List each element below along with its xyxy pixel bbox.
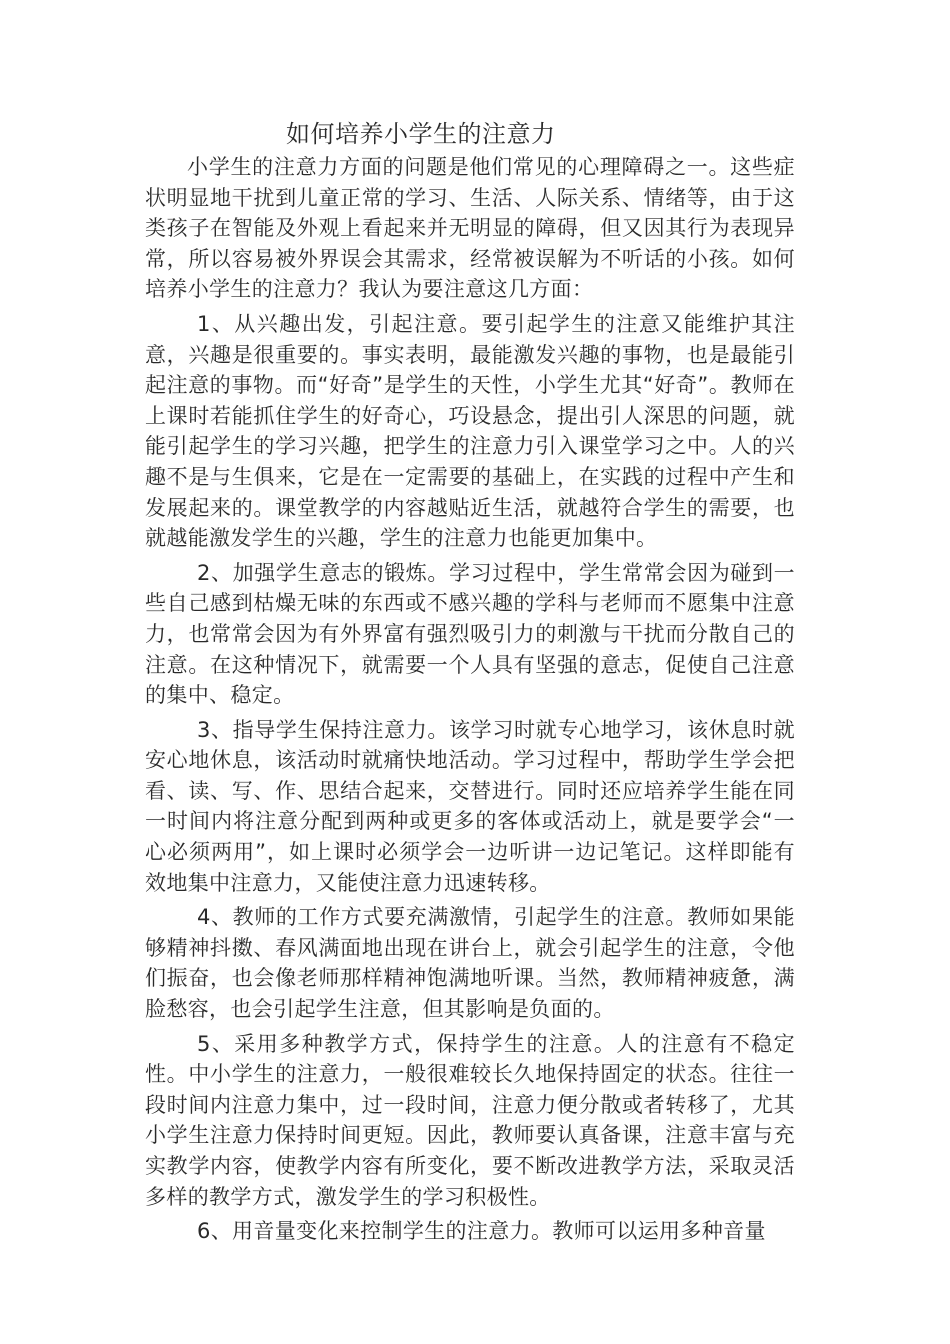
paragraph-point-4: 4、教师的工作方式要充满激情，引起学生的注意。教师如果能够精神抖擞、春风满面地出现在讲台上，就会引起学生的注意，令他们振奋，也会像老师那样精神饱满地听课。当然，教师精神疲惫，满脸愁容，也会引起学生注意，但其影响是负面的。 [145, 905, 795, 1022]
document-title: 如何培养小学生的注意力 [286, 120, 556, 148]
paragraph-point-6: 6、用音量变化来控制学生的注意力。教师可以运用多种音量 [197, 1219, 766, 1244]
paragraph-point-3: 3、指导学生保持注意力。该学习时就专心地学习，该休息时就安心地休息，该活动时就痛快地活动。学习过程中，帮助学生学会把看、读、写、作、思结合起来，交替进行。同时还应培养学生能在同一时间内将注意分配到两种或更多的客体或活动上，就是要学会“一心必须两用”，如上课时必须学会一边听讲一边记笔记。这样即能有效地集中注意力，又能使注意力迅速转移。 [145, 717, 795, 895]
paragraph-point-5: 5、采用多种教学方式，保持学生的注意。人的注意有不稳定性。中小学生的注意力，一般很难较长久地保持固定的状态。往往一段时间内注意力集中，过一段时间，注意力便分散或者转移了，尤其小学生注意力保持时间更短。因此，教师要认真备课，注意丰富与充实教学内容，使教学内容有所变化，要不断改进教学方法，采取灵活多样的教学方式，激发学生的学习积极性。 [145, 1031, 795, 1209]
paragraph-point-2: 2、加强学生意志的锻炼。学习过程中，学生常常会因为碰到一些自己感到枯燥无味的东西或不感兴趣的学科与老师而不愿集中注意力，也常常会因为有外界富有强烈吸引力的刺激与干扰而分散自己的注意。在这种情况下，就需要一个人具有坚强的意志，促使自己注意的集中、稳定。 [145, 560, 795, 708]
intro-paragraph: 小学生的注意力方面的问题是他们常见的心理障碍之一。这些症状明显地干扰到儿童正常的学习、生活、人际关系、情绪等，由于这类孩子在智能及外观上看起来并无明显的障碍，但又因其行为表现异常，所以容易被外界误会其需求，经常被误解为不听话的小孩。如何培养小学生的注意力？我认为要注意这几方面： [145, 155, 795, 302]
paragraph-point-1: 1、从兴趣出发，引起注意。要引起学生的注意又能维护其注意，兴趣是很重要的。事实表明，最能激发兴趣的事物，也是最能引起注意的事物。而“好奇”是学生的天性，小学生尤其“好奇”。教师在上课时若能抓住学生的好奇心，巧设悬念，提出引人深思的问题，就能引起学生的学习兴趣，把学生的注意力引入课堂学习之中。人的兴趣不是与生俱来，它是在一定需要的基础上，在实践的过程中产生和发展起来的。课堂教学的内容越贴近生活，就越符合学生的需要，也就越能激发学生的兴趣，学生的注意力也能更加集中。 [145, 311, 795, 551]
document-body [145, 116, 795, 1251]
